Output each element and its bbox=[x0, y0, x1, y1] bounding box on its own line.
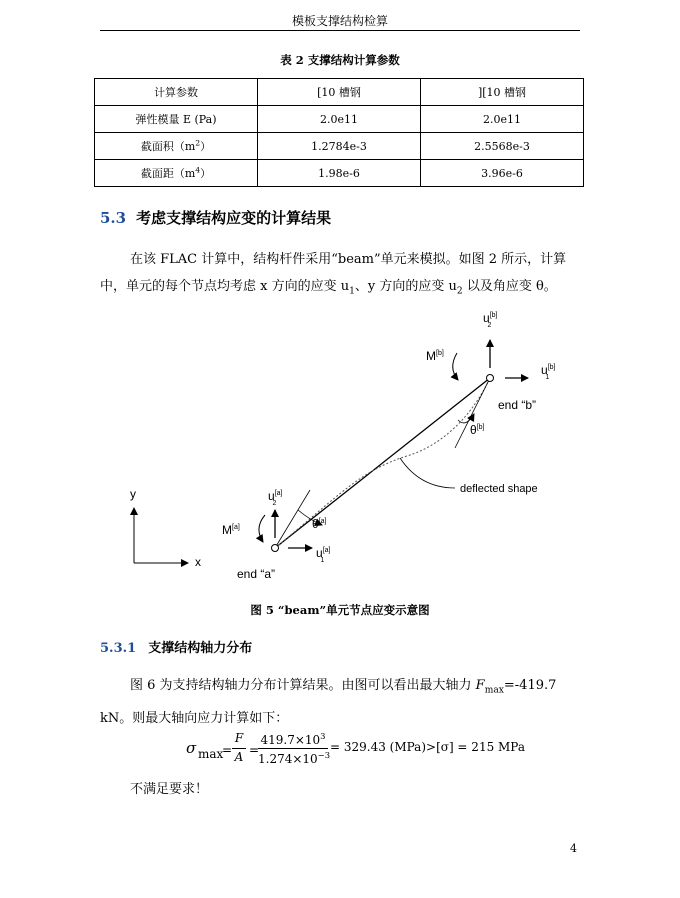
table-cell: 3.96e-6 bbox=[421, 160, 584, 187]
label-u2-b: u[b] 2 bbox=[483, 311, 498, 329]
label-end-a: end “a” bbox=[237, 567, 276, 581]
subsection-title: 支撑结构轴力分布 bbox=[148, 641, 253, 656]
section-title: 考虑支撑结构应变的计算结果 bbox=[136, 209, 332, 227]
rotation-line-a bbox=[275, 490, 310, 548]
table-cell-param: 截面积$(m^2)$ bbox=[95, 133, 258, 160]
label-theta-b: θ[b] bbox=[470, 423, 485, 437]
formula-eq1: = bbox=[222, 743, 233, 757]
header-rule bbox=[100, 30, 580, 31]
formula-fraction-bar-1 bbox=[232, 748, 246, 749]
label-theta-a: θ[a] bbox=[312, 517, 327, 531]
section-number: 5.3 bbox=[100, 209, 127, 227]
page-header-title: 模板支撑结构检算 bbox=[291, 14, 388, 28]
label-u1-b: u[b] 1 bbox=[541, 363, 556, 381]
parameter-table bbox=[94, 78, 584, 187]
label-moment-b: M[b] bbox=[426, 349, 444, 363]
table-cell: 1.98e-6 bbox=[258, 160, 421, 187]
formula-sigma: σ bbox=[186, 739, 197, 757]
table-row bbox=[95, 133, 584, 160]
table-caption: 表 2 支撑结构计算参数 bbox=[280, 53, 400, 67]
formula-numerator: $419.7\times 10^3$ bbox=[260, 731, 326, 747]
label-end-b: end “b” bbox=[498, 398, 537, 412]
table-header-cell: ][10 槽钢 bbox=[421, 79, 584, 106]
table-cell-param: 截面距$(m^4)$ bbox=[95, 160, 258, 187]
table-cell: 2.0e11 bbox=[421, 106, 584, 133]
beam-diagram bbox=[0, 300, 680, 590]
moment-arc-b bbox=[453, 353, 458, 380]
paragraph-conclusion: 不满足要求！ bbox=[130, 782, 209, 797]
node-b bbox=[487, 375, 494, 382]
formula-sigma-sub: max bbox=[198, 747, 224, 761]
label-u1-a: u[a] 1 bbox=[316, 546, 331, 564]
table-header-cell: [10 槽钢 bbox=[258, 79, 421, 106]
formula-eq2: = bbox=[249, 743, 260, 757]
label-axis-y: y bbox=[130, 487, 136, 501]
label-deflected-shape: deflected shape bbox=[460, 483, 538, 495]
table-cell: 2.5568e-3 bbox=[421, 133, 584, 160]
moment-arc-a bbox=[259, 515, 265, 542]
formula-denominator: $1.274\times 10^{-3}$ bbox=[258, 750, 331, 766]
label-u2-a: u[a] 2 bbox=[268, 489, 283, 507]
rotation-line-b bbox=[455, 378, 490, 448]
subsection-number: 5.3.1 bbox=[100, 641, 137, 656]
formula-F: F bbox=[234, 731, 244, 745]
table-header-row bbox=[95, 79, 584, 106]
formula-result: = 329.43 (MPa)>[σ] = 215 MPa bbox=[330, 740, 525, 754]
formula-fraction-bar-2 bbox=[258, 748, 328, 749]
table-row bbox=[95, 160, 584, 187]
deflected-leader bbox=[400, 458, 455, 488]
table-row bbox=[95, 106, 584, 133]
table-header-cell: 计算参数 bbox=[95, 79, 258, 106]
table-cell-param: 弹性模量 E (Pa) bbox=[95, 106, 258, 133]
formula-A: A bbox=[234, 750, 244, 764]
label-moment-a: M[a] bbox=[222, 523, 240, 537]
section-heading bbox=[100, 207, 331, 228]
beam-line bbox=[275, 378, 490, 548]
figure-caption: 图 5 “beam”单元节点应变示意图 bbox=[250, 603, 430, 617]
node-a bbox=[272, 545, 279, 552]
subsection-heading bbox=[100, 637, 252, 656]
paragraph-beam-description: 在该 FLAC 计算中，结构杆件采用“beam”单元来模拟。如图 2 所示，计算中，单元的每个节点均考虑 x 方向的应变 $u_1$、y 方向的应变 $u_2$ 以及角应变 θ。 bbox=[100, 252, 567, 297]
page-number: 4 bbox=[570, 842, 577, 855]
table-cell: 2.0e11 bbox=[258, 106, 421, 133]
paragraph-axial-force: 图 6 为支持结构轴力分布计算结果。由图可以看出最大轴力 $F_{max}=-419.7$ kN。则最大轴向应力计算如下： bbox=[100, 678, 557, 726]
label-axis-x: x bbox=[195, 555, 201, 569]
table-cell: 1.2784e-3 bbox=[258, 133, 421, 160]
